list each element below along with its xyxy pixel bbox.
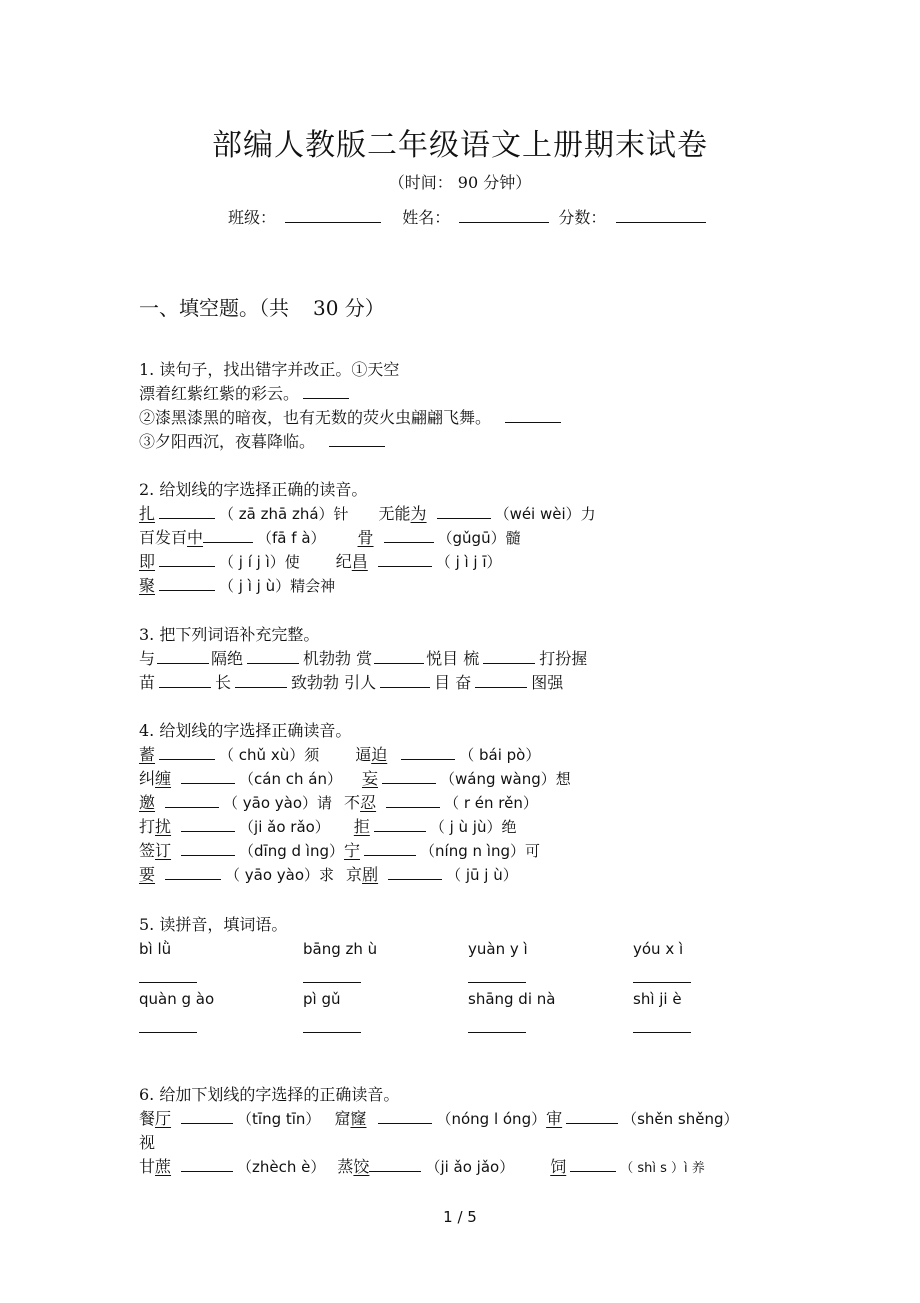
word: 打扮握 xyxy=(539,649,588,668)
answer-blank[interactable] xyxy=(437,504,491,519)
char: 剧 xyxy=(362,865,379,884)
student-info-row xyxy=(228,205,710,228)
word: 不 xyxy=(344,793,361,812)
answer-blank[interactable] xyxy=(203,528,253,543)
answer-blank[interactable] xyxy=(505,408,561,423)
page-number: 1 / 5 xyxy=(443,1208,477,1226)
char: 要 xyxy=(139,865,156,884)
answer-blank[interactable] xyxy=(380,673,430,688)
char: 中 xyxy=(187,528,204,547)
question-6 xyxy=(139,1083,739,1179)
answer-blank[interactable] xyxy=(468,982,526,983)
question-1 xyxy=(139,358,565,454)
pinyin-options: （ bái pò） xyxy=(459,746,541,764)
pinyin-prompt: pì gǔ xyxy=(303,990,341,1008)
pinyin-options: （zhèch è） xyxy=(237,1158,326,1176)
word: 餐 xyxy=(139,1109,156,1128)
pinyin-options: （ chǔ xù）须 xyxy=(219,746,320,764)
name-label: 姓名： xyxy=(402,208,451,227)
word: 无能 xyxy=(378,504,411,523)
answer-blank[interactable] xyxy=(165,865,221,880)
pinyin-options: （nóng l óng） xyxy=(436,1110,547,1128)
answer-blank[interactable] xyxy=(374,817,426,832)
char: 忍 xyxy=(360,793,377,812)
pinyin-options: （ j í j ì）使 xyxy=(219,553,300,571)
word: 致勃勃 引人 xyxy=(291,673,377,692)
pinyin-options: （níng n ìng）可 xyxy=(420,842,540,860)
answer-blank[interactable] xyxy=(633,1032,691,1033)
word: 与 xyxy=(139,649,156,668)
char: 扰 xyxy=(155,817,172,836)
pinyin-options: （shěn shěng） xyxy=(622,1110,739,1128)
word: 甘 xyxy=(139,1157,156,1176)
class-blank[interactable] xyxy=(285,206,381,223)
q4-row-4 xyxy=(139,815,571,839)
q6-row-3 xyxy=(139,1155,739,1179)
pinyin-prompt: bì lǜ xyxy=(139,940,172,958)
pinyin-options: （ yāo yào）请 xyxy=(223,794,333,812)
page-title: 部编人教版二年级语文上册期末试卷 xyxy=(212,128,708,163)
pinyin-options: （ji ǎo rǎo） xyxy=(239,818,330,836)
question-4 xyxy=(139,719,571,887)
q4-row-3 xyxy=(139,791,571,815)
pinyin-prompt: shì ji è xyxy=(633,990,682,1008)
class-label: 班级： xyxy=(228,208,277,227)
word: 签 xyxy=(139,841,156,860)
answer-blank[interactable] xyxy=(566,1109,618,1124)
q4-row-2 xyxy=(139,767,571,791)
word: 纪 xyxy=(335,552,352,571)
q1-line-2 xyxy=(139,382,565,406)
word: 纠 xyxy=(139,769,156,788)
char: 骨 xyxy=(357,528,374,547)
pinyin-options: （wéi wèi）力 xyxy=(494,505,596,523)
q3-title: 3. 把下列词语补充完整。 xyxy=(139,625,320,644)
answer-blank[interactable] xyxy=(475,673,527,688)
answer-blank[interactable] xyxy=(303,1032,361,1033)
char: 蓄 xyxy=(139,745,156,764)
q1-sentence-3: ③夕阳西沉，夜暮降临。 xyxy=(139,432,316,451)
pinyin-options: （ j ì j ī） xyxy=(435,553,502,571)
pinyin-options: （fā f à） xyxy=(257,529,326,547)
word: 打 xyxy=(139,817,156,836)
section-heading xyxy=(139,292,385,321)
pinyin-options: （tīng tīn） xyxy=(237,1110,321,1128)
pinyin-options: （ j ù jù）绝 xyxy=(429,818,517,836)
answer-blank[interactable] xyxy=(159,552,215,567)
q5-title: 5. 读拼音，填词语。 xyxy=(139,915,288,934)
pinyin-options: （ zā zhā zhá）针 xyxy=(219,505,349,523)
answer-blank[interactable] xyxy=(369,1157,421,1172)
q6-row-2: 视 xyxy=(139,1133,156,1152)
answer-blank[interactable] xyxy=(159,745,215,760)
answer-blank[interactable] xyxy=(329,432,385,447)
answer-blank[interactable] xyxy=(633,982,691,983)
score-label: 分数： xyxy=(558,208,607,227)
q6-title: 6. 给加下划线的字选择的正确读音。 xyxy=(139,1085,400,1104)
char: 即 xyxy=(139,552,156,571)
answer-blank[interactable] xyxy=(159,673,211,688)
char: 蔗 xyxy=(155,1157,172,1176)
q3-row-2 xyxy=(139,671,587,695)
word: 窟 xyxy=(334,1109,351,1128)
q2-row-1 xyxy=(139,502,596,526)
answer-blank[interactable] xyxy=(157,649,209,664)
char: 扎 xyxy=(139,504,156,523)
pinyin-options: （gǔgū）髓 xyxy=(437,529,521,547)
word: 机勃勃 赏 xyxy=(303,649,373,668)
answer-blank[interactable] xyxy=(388,865,442,880)
answer-blank[interactable] xyxy=(165,793,219,808)
char: 窿 xyxy=(350,1109,367,1128)
pinyin-options: （dīng d ìng） xyxy=(239,842,345,860)
char: 订 xyxy=(155,841,172,860)
answer-blank[interactable] xyxy=(468,1032,526,1033)
answer-blank[interactable] xyxy=(378,1109,432,1124)
word: 长 xyxy=(215,673,232,692)
char: 缠 xyxy=(155,769,172,788)
answer-blank[interactable] xyxy=(181,1109,233,1124)
pinyin-prompt: yóu x ì xyxy=(633,940,684,958)
answer-blank[interactable] xyxy=(303,982,361,983)
answer-blank[interactable] xyxy=(483,649,535,664)
answer-blank[interactable] xyxy=(382,769,436,784)
word: 苗 xyxy=(139,673,156,692)
pinyin-options: （ shì s ）ì 养 xyxy=(620,1161,705,1176)
char: 审 xyxy=(546,1109,563,1128)
answer-blank[interactable] xyxy=(378,552,432,567)
answer-blank[interactable] xyxy=(181,841,235,856)
char: 妄 xyxy=(361,769,378,788)
char: 邀 xyxy=(139,793,156,812)
name-blank[interactable] xyxy=(459,206,549,223)
word: 悦目 梳 xyxy=(426,649,480,668)
q1-line-1: 1. 读句子，找出错字并改正。①天空 xyxy=(139,360,400,379)
answer-blank[interactable] xyxy=(364,841,416,856)
q2-title: 2. 给划线的字选择正确的读音。 xyxy=(139,480,368,499)
pinyin-options: （ jū j ù） xyxy=(446,866,518,884)
q2-row-3 xyxy=(139,550,596,574)
word: 百发百 xyxy=(139,528,188,547)
q1-line-4 xyxy=(139,430,565,454)
pinyin-options: （ yāo yào）求 xyxy=(225,866,335,884)
pinyin-options: （wáng wàng）想 xyxy=(439,770,571,788)
answer-blank[interactable] xyxy=(159,504,215,519)
answer-blank[interactable] xyxy=(374,649,424,664)
char: 为 xyxy=(410,504,427,523)
q1-line-3 xyxy=(139,406,565,430)
word: 图强 xyxy=(531,673,564,692)
section-heading-text: 一、填空题。（共 xyxy=(139,296,289,320)
q1-sentence-1: 漂着红紫红紫的彩云。 xyxy=(139,384,300,403)
q2-row-2 xyxy=(139,526,596,550)
answer-blank[interactable] xyxy=(303,384,349,399)
word: 逼 xyxy=(355,745,372,764)
char: 饺 xyxy=(353,1157,370,1176)
char: 昌 xyxy=(351,552,368,571)
word: 隔绝 xyxy=(211,649,244,668)
pinyin-options: （cán ch án） xyxy=(239,770,342,788)
score-blank[interactable] xyxy=(616,206,706,223)
answer-blank[interactable] xyxy=(235,673,287,688)
pinyin-prompt: yuàn y ì xyxy=(468,940,528,958)
q1-sentence-2: ②漆黑漆黑的暗夜，也有无数的荧火虫翩翩飞舞。 xyxy=(139,408,492,427)
word: 目 奋 xyxy=(434,673,472,692)
char: 宁 xyxy=(344,841,361,860)
q4-title: 4. 给划线的字选择正确读音。 xyxy=(139,721,352,740)
answer-blank[interactable] xyxy=(386,793,440,808)
question-3 xyxy=(139,623,587,695)
answer-blank[interactable] xyxy=(181,1157,233,1172)
char: 厅 xyxy=(155,1109,172,1128)
q4-row-5 xyxy=(139,839,571,863)
char: 饲 xyxy=(550,1157,567,1176)
section-score: 30 分） xyxy=(313,296,385,320)
question-2 xyxy=(139,478,596,598)
q3-row-1 xyxy=(139,647,587,671)
q6-row-1 xyxy=(139,1107,739,1131)
q4-row-6 xyxy=(139,863,571,887)
answer-blank[interactable] xyxy=(384,528,434,543)
word: 蒸 xyxy=(337,1157,354,1176)
answer-blank[interactable] xyxy=(159,576,215,591)
answer-blank[interactable] xyxy=(570,1157,616,1172)
question-5-title xyxy=(139,913,287,937)
char: 拒 xyxy=(353,817,370,836)
exam-time: （时间： 90 分钟） xyxy=(388,173,532,192)
pinyin-options: （ r én rěn） xyxy=(444,794,538,812)
answer-blank[interactable] xyxy=(181,769,235,784)
pinyin-prompt: bāng zh ù xyxy=(303,940,378,958)
char: 迫 xyxy=(371,745,388,764)
pinyin-options: （ j ì j ù）精会神 xyxy=(219,577,336,595)
pinyin-prompt: quàn g ào xyxy=(139,990,215,1008)
answer-blank[interactable] xyxy=(247,649,299,664)
pinyin-prompt: shāng di nà xyxy=(468,990,556,1008)
answer-blank[interactable] xyxy=(139,1032,197,1033)
word: 京 xyxy=(346,865,363,884)
pinyin-options: （ji ǎo jǎo） xyxy=(425,1158,515,1176)
answer-blank[interactable] xyxy=(401,745,455,760)
char: 聚 xyxy=(139,576,156,595)
q2-row-4 xyxy=(139,574,596,598)
answer-blank[interactable] xyxy=(181,817,235,832)
q4-row-1 xyxy=(139,743,571,767)
answer-blank[interactable] xyxy=(139,982,197,983)
